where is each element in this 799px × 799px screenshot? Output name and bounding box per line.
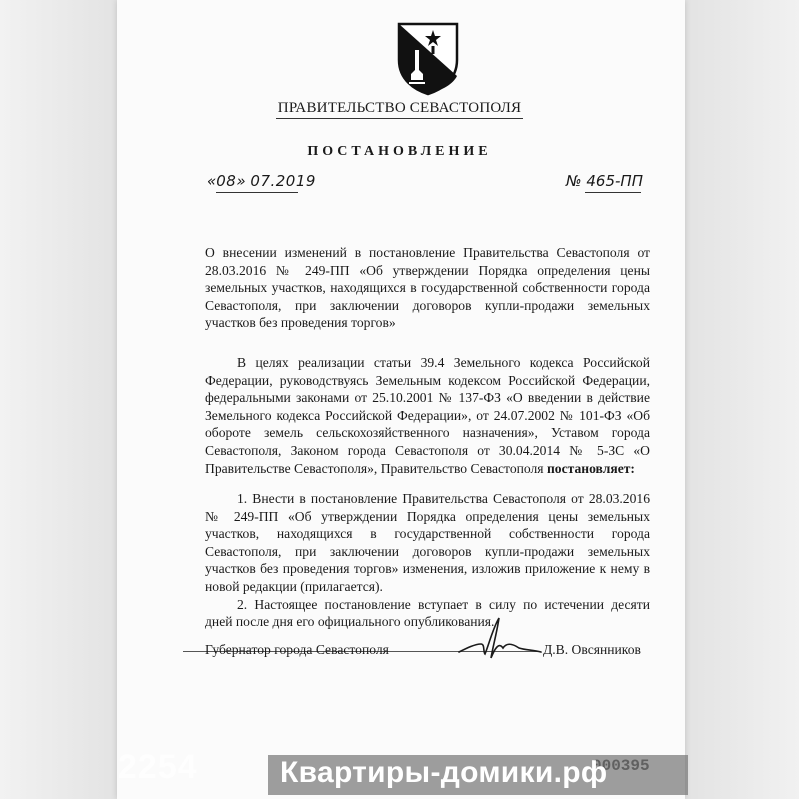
- background-right: [685, 0, 799, 799]
- resolution-item-1: 1. Внести в постановление Правительства Севастополя от 28.03.2016 № 249-ПП «Об утверждении Порядка определения цены земельных участков, находящихся в государственной собственности города Севастополя, при заключении договоров купли-продажи земельных участков без проведения торгов» изменения, изложив приложение к нему в новой редакции (прилагается).: [205, 491, 650, 594]
- document-subject: О внесении изменений в постановление Правительства Севастополя от 28.03.2016 № 249-ПП «Об утверждении Порядка определения цены земельных участков, находящихся в государственной собственности города Севастополя, при заключении договоров купли-продажи земельных участков без проведения торгов»: [205, 245, 650, 331]
- document-preamble: [205, 354, 650, 477]
- number-underline: [585, 192, 641, 193]
- document-title: ПОСТАНОВЛЕНИЕ: [307, 144, 492, 159]
- sevastopol-coat-of-arms-icon: [395, 20, 461, 96]
- watermark-number: 2254: [118, 748, 198, 786]
- government-name: [0, 100, 799, 119]
- date-underline: [216, 192, 298, 193]
- resolution-items: [205, 490, 650, 631]
- number-value: 465-ПП: [586, 172, 643, 190]
- date-month-year: 07.2019: [250, 172, 316, 190]
- signatory-name: Д.В. Овсянников: [543, 642, 641, 657]
- number-sign: №: [566, 172, 582, 190]
- document-date: [207, 172, 316, 190]
- watermark-site: Квартиры-домики.рф: [280, 756, 608, 789]
- date-open-quote: «: [207, 172, 217, 190]
- document-number: [566, 172, 643, 190]
- government-name-text: ПРАВИТЕЛЬСТВО СЕВАСТОПОЛЯ: [276, 100, 523, 119]
- resolution-item-2: 2. Настоящее постановление вступает в силу по истечении десяти дней после дня его официального опубликования.: [205, 596, 650, 630]
- date-day: 08: [216, 172, 237, 190]
- signatory-position: Губернатор города Севастополя: [205, 642, 389, 657]
- background-left: [0, 0, 117, 799]
- preamble-text: В целях реализации статьи 39.4 Земельного кодекса Российской Федерации, руководствуясь Земельным кодексом Российской Федерации, федеральными законами от 25.10.2001 № 137-ФЗ «О введении в действие Земельного кодекса Российской Федерации», от 24.07.2002 № 101-ФЗ «Об обороте земель сельскохозяйственного назначения», Уставом города Севастополя, Законом города Севастополя от 30.04.2014 № 5-ЗС «О Правительстве Севастополя», Правительство Севастополя: [205, 355, 650, 476]
- date-close-quote: »: [236, 172, 246, 190]
- preamble-resolves: постановляет:: [546, 460, 635, 476]
- handwritten-signature: [455, 614, 545, 662]
